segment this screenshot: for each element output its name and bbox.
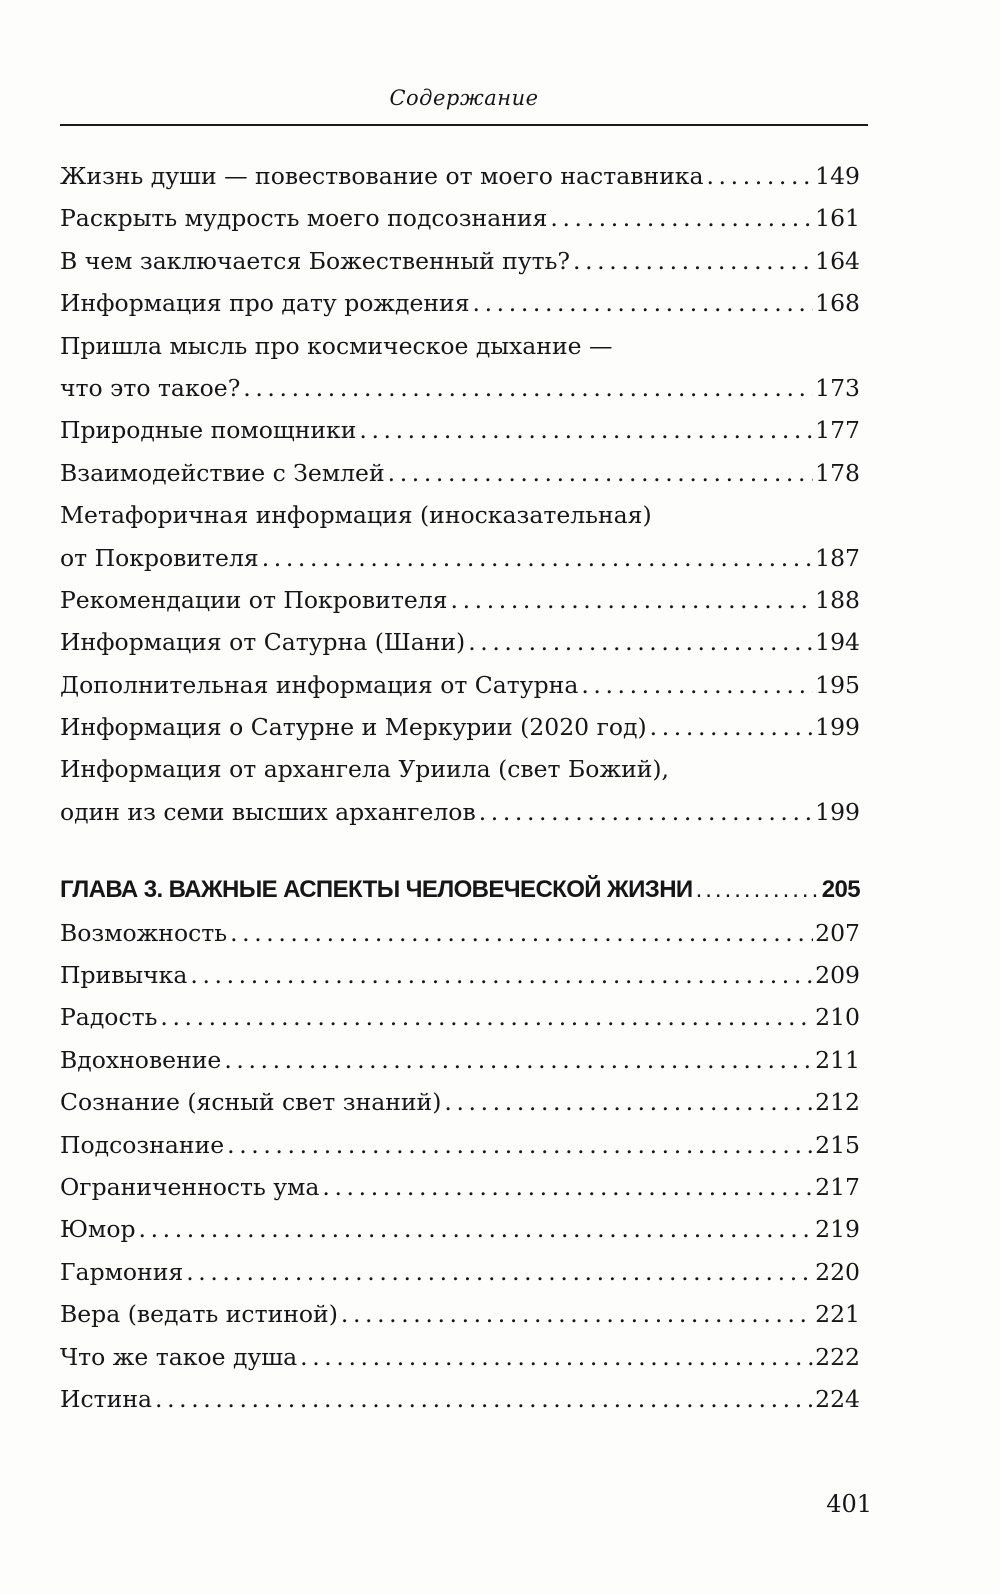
toc-entry-page: 224	[815, 1384, 860, 1413]
dot-leader	[550, 197, 813, 239]
toc-entry-title: Рекомендации от Покровителя	[60, 585, 448, 614]
toc-entry-title: Ограниченность ума	[60, 1172, 320, 1201]
dot-leader	[650, 706, 813, 748]
toc-entry-page: 212	[815, 1088, 860, 1117]
toc-entry-page: 161	[815, 204, 860, 233]
toc-entry-title: Подсознание	[60, 1130, 225, 1159]
running-head: Содержание	[389, 86, 539, 110]
toc-entry-page: 219	[815, 1215, 860, 1244]
dot-leader	[300, 1336, 813, 1378]
toc-entry	[60, 1166, 860, 1208]
dot-leader	[706, 155, 813, 197]
toc-entry-title: Раскрыть мудрость моего подсознания	[60, 204, 548, 233]
dot-leader	[186, 1251, 813, 1293]
toc-entry-page: 188	[815, 585, 860, 614]
toc-entry-title: Жизнь души — повествование от моего наставника	[60, 162, 704, 190]
toc-entry	[60, 367, 860, 409]
chapter-heading	[60, 869, 860, 911]
dot-leader	[468, 621, 813, 663]
toc-entry-page: 187	[815, 543, 860, 572]
toc-entry	[60, 664, 860, 706]
dot-leader	[444, 1081, 813, 1123]
toc-entry-page: 207	[815, 918, 860, 947]
toc-entry	[60, 1208, 860, 1250]
dot-leader	[388, 452, 814, 494]
dot-leader	[243, 367, 813, 409]
dot-leader	[581, 664, 813, 706]
dot-leader	[160, 996, 813, 1038]
toc-entry-line1: Метафоричная информация (иносказательная)	[60, 501, 652, 530]
toc-entry-title: Информация про дату рождения	[60, 289, 470, 318]
dot-leader	[573, 240, 813, 282]
toc-entry-title: Вдохновение	[60, 1045, 222, 1074]
toc-entry	[60, 240, 860, 282]
toc-entry	[60, 621, 860, 663]
toc-entry-page: 209	[815, 961, 860, 990]
toc-entry-title: Информация о Сатурне и Меркурии (2020 год)	[60, 713, 647, 742]
table-of-contents	[60, 155, 860, 1420]
toc-entry-page: 210	[815, 1003, 860, 1032]
dot-leader	[696, 869, 820, 911]
toc-entry-title: от Покровителя	[60, 543, 259, 572]
toc-entry	[60, 1251, 860, 1293]
toc-entry-line1: Пришла мысль про космическое дыхание —	[60, 331, 613, 360]
page-number: 401	[826, 1490, 872, 1518]
toc-entry-page: 199	[815, 797, 860, 826]
chapter-title: ГЛАВА 3. ВАЖНЫЕ АСПЕКТЫ ЧЕЛОВЕЧЕСКОЙ ЖИЗНИ	[60, 876, 693, 904]
dot-leader	[190, 954, 813, 996]
toc-entry	[60, 452, 860, 494]
toc-entry-title: Гармония	[60, 1257, 184, 1286]
toc-entry-title: Дополнительная информация от Сатурна	[60, 670, 579, 699]
toc-entry-page: 164	[815, 246, 860, 275]
toc-entry-title: Информация от Сатурна (Шани)	[60, 628, 466, 657]
chapter-page: 205	[821, 876, 860, 904]
toc-entry-title: Сознание (ясный свет знаний)	[60, 1088, 442, 1117]
dot-leader	[139, 1208, 814, 1250]
toc-entry	[60, 155, 860, 197]
toc-entry-page: 222	[815, 1342, 860, 1371]
dot-leader	[262, 537, 813, 579]
toc-entry-page: 211	[815, 1045, 860, 1074]
dot-leader	[473, 282, 814, 324]
toc-entry-title: Вера (ведать истиной)	[60, 1300, 338, 1329]
toc-entry	[60, 1081, 860, 1123]
toc-entry-title: Истина	[60, 1384, 152, 1413]
toc-entry	[60, 1039, 860, 1081]
toc-entry	[60, 537, 860, 579]
toc-entry-title: Юмор	[60, 1215, 136, 1244]
toc-entry-page: 178	[815, 458, 860, 487]
toc-entry-title: Привычка	[60, 961, 188, 990]
toc-entry	[60, 996, 860, 1038]
toc-entry	[60, 1293, 860, 1335]
toc-entry-title: Радость	[60, 1003, 158, 1032]
toc-entry-title: Взаимодействие с Землей	[60, 458, 385, 487]
toc-entry-title: В чем заключается Божественный путь?	[60, 246, 571, 275]
toc-entry-page: 215	[815, 1130, 860, 1159]
toc-entry-page: 149	[815, 162, 860, 190]
toc-entry	[60, 579, 860, 621]
dot-leader	[155, 1378, 813, 1420]
toc-entry-title: один из семи высших архангелов	[60, 797, 476, 826]
dot-leader	[227, 1124, 813, 1166]
dot-leader	[224, 1039, 813, 1081]
toc-entry	[60, 409, 860, 451]
toc-entry	[60, 1378, 860, 1420]
dot-leader	[230, 912, 813, 954]
toc-entry	[60, 282, 860, 324]
toc-entry-page: 173	[815, 373, 860, 402]
toc-entry-page: 195	[815, 670, 860, 699]
toc-entry-page: 217	[815, 1172, 860, 1201]
toc-entry	[60, 197, 860, 239]
toc-entry	[60, 706, 860, 748]
dot-leader	[341, 1293, 813, 1335]
dot-leader	[359, 409, 813, 451]
toc-entry-line1: Информация от архангела Уриила (свет Божий),	[60, 755, 670, 784]
toc-entry-page: 220	[815, 1257, 860, 1286]
toc-entry	[60, 1336, 860, 1378]
dot-leader	[322, 1166, 813, 1208]
toc-entry-page: 177	[815, 416, 860, 445]
dot-leader	[451, 579, 814, 621]
toc-entry-title: что это такое?	[60, 373, 241, 402]
toc-entry-page: 199	[815, 713, 860, 742]
toc-entry	[60, 912, 860, 954]
toc-entry-title: Возможность	[60, 918, 228, 947]
toc-entry-page: 221	[815, 1300, 860, 1329]
dot-leader	[479, 791, 813, 833]
toc-entry	[60, 791, 860, 833]
toc-entry-title: Природные помощники	[60, 416, 357, 445]
header-rule	[60, 124, 868, 126]
toc-entry-page: 168	[815, 289, 860, 318]
toc-entry	[60, 954, 860, 996]
section-gap	[60, 833, 860, 869]
toc-entry-page: 194	[815, 628, 860, 657]
toc-entry	[60, 1124, 860, 1166]
toc-entry-title: Что же такое душа	[60, 1342, 298, 1371]
